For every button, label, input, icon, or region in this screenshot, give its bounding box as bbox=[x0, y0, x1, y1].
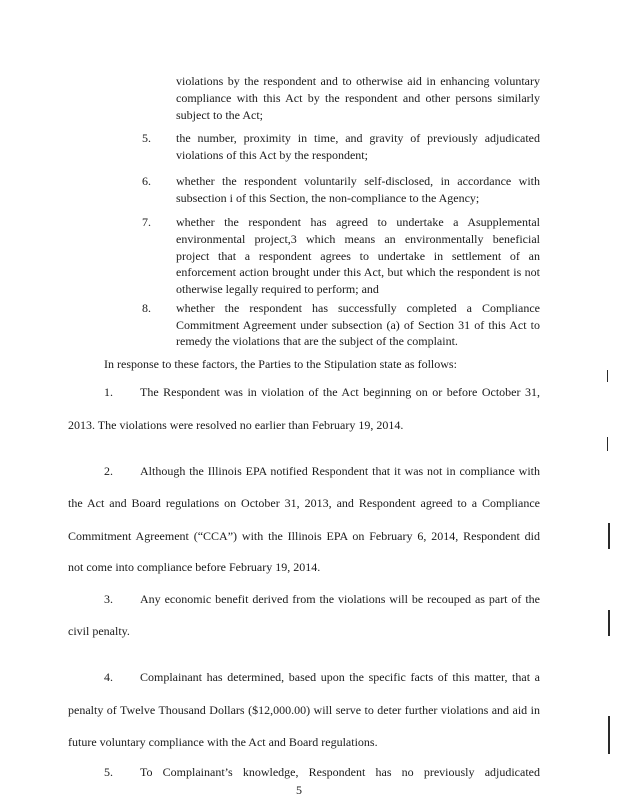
paragraph-line: not come into compliance before February 19, 2014. bbox=[68, 560, 321, 574]
margin-mark bbox=[608, 610, 610, 636]
list-number: 6. bbox=[142, 174, 151, 188]
list-line: remedy the violations that are the subject of the complaint. bbox=[176, 334, 458, 348]
paragraph-number: 2. bbox=[104, 464, 113, 478]
paragraph-line: the Act and Board regulations on October 31, 2013, and Respondent agreed to a Compliance bbox=[68, 496, 540, 510]
paragraph-number: 4. bbox=[104, 670, 113, 684]
paragraph-line: To Complainant’s knowledge, Respondent has no previously adjudicated bbox=[140, 765, 540, 779]
list-line: Commitment Agreement under subsection (a) of Section 31 of this Act to bbox=[176, 318, 540, 332]
list-line: subsection i of this Section, the non-compliance to the Agency; bbox=[176, 191, 480, 205]
paragraph-number: 5. bbox=[104, 765, 113, 779]
margin-mark bbox=[607, 370, 608, 382]
paragraph-line: 2013. The violations were resolved no earlier than February 19, 2014. bbox=[68, 418, 404, 432]
list-number: 7. bbox=[142, 215, 151, 229]
list-line: otherwise legally required to perform; and bbox=[176, 282, 379, 296]
paragraph-line: Commitment Agreement (“CCA”) with the Illinois EPA on February 6, 2014, Respondent did bbox=[68, 529, 540, 543]
list-line: whether the respondent has agreed to undertake a Asupplemental bbox=[176, 215, 540, 229]
paragraph-line: penalty of Twelve Thousand Dollars ($12,000.00) will serve to deter further violations and aid in bbox=[68, 703, 540, 717]
list-line: enforcement action brought under this Act, but which the respondent is not bbox=[176, 265, 540, 279]
list-number: 5. bbox=[142, 131, 151, 145]
paragraph-line: future voluntary compliance with the Act and Board regulations. bbox=[68, 735, 378, 749]
list-line: whether the respondent has successfully completed a Compliance bbox=[176, 301, 540, 315]
margin-mark bbox=[608, 716, 610, 754]
list-line: project that a respondent agrees to undertake in settlement of an bbox=[176, 249, 540, 263]
page-number: 5 bbox=[296, 783, 302, 797]
paragraph-line: Complainant has determined, based upon the specific facts of this matter, that a bbox=[140, 670, 540, 684]
paragraph-line: civil penalty. bbox=[68, 624, 130, 638]
list-line: subject to the Act; bbox=[176, 108, 263, 122]
intro-sentence: In response to these factors, the Parties to the Stipulation state as follows: bbox=[104, 357, 457, 371]
margin-mark bbox=[608, 523, 610, 549]
paragraph-number: 1. bbox=[104, 385, 113, 399]
list-line: environmental project,3 which means an environmentally beneficial bbox=[176, 232, 540, 246]
list-line: violations by the respondent and to otherwise aid in enhancing voluntary bbox=[176, 74, 540, 88]
paragraph-line: Although the Illinois EPA notified Respondent that it was not in compliance with bbox=[140, 464, 540, 478]
list-line: compliance with this Act by the respondent and other persons similarly bbox=[176, 91, 540, 105]
list-line: whether the respondent voluntarily self-disclosed, in accordance with bbox=[176, 174, 540, 188]
paragraph-number: 3. bbox=[104, 592, 113, 606]
list-number: 8. bbox=[142, 301, 151, 315]
list-line: the number, proximity in time, and gravity of previously adjudicated bbox=[176, 131, 540, 145]
list-line: violations of this Act by the respondent; bbox=[176, 148, 368, 162]
paragraph-line: The Respondent was in violation of the Act beginning on or before October 31, bbox=[140, 385, 540, 399]
paragraph-line: Any economic benefit derived from the violations will be recouped as part of the bbox=[140, 592, 540, 606]
margin-mark bbox=[607, 437, 608, 451]
